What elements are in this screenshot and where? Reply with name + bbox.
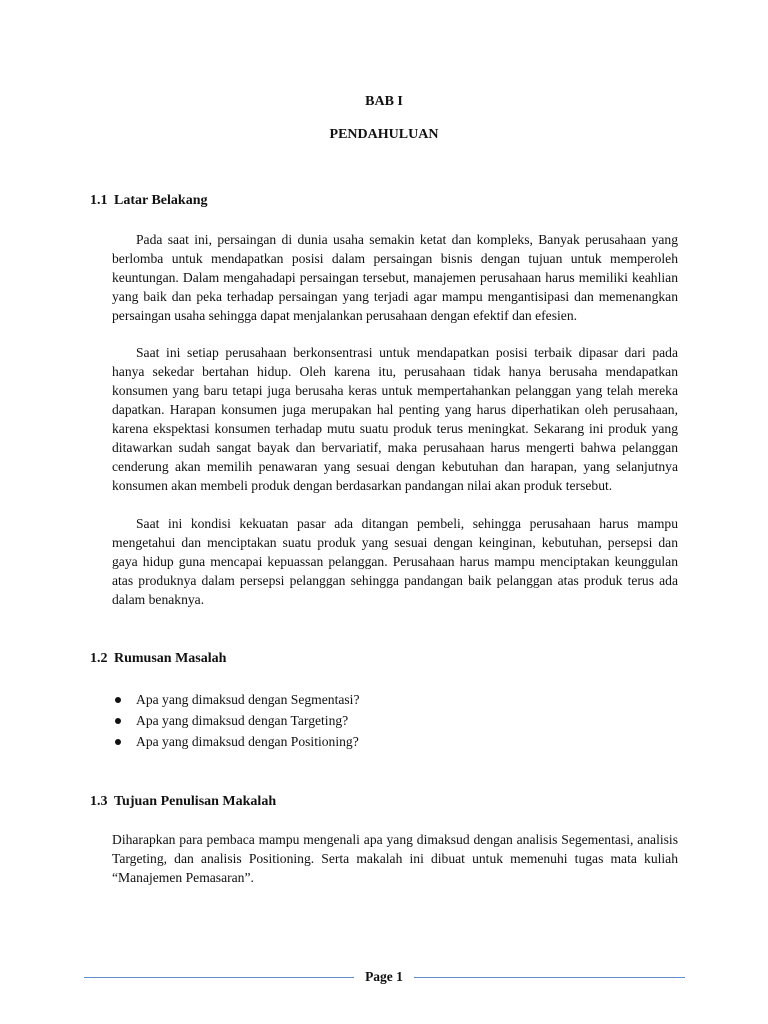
paragraph: Saat ini setiap perusahaan berkonsentrasi untuk mendapatkan posisi terbaik dipasar dari pada hanya sekedar bertahan hidup. Oleh karena itu, perusahaan tidak hanya berusaha mendapatkan konsumen yang baru tetapi juga berusaha keras untuk mempertahankan pelanggan yang telah mereka dapatkan. Harapan konsumen juga merupakan hal penting yang harus diperhatikan oleh perusahaan, karena ekspektasi konsumen terhadap mutu suatu produk terus meningkat. Sekarang ini produk yang ditawarkan sudah sangat bayak dan bervariatif, maka perusahaan harus mengerti bahwa pelanggan cenderung akan memilih penawaran yang sesuai dengan kebutuhan dan harapan, yang selanjutnya konsumen akan membeli produk dengan berdasarkan pandangan nilai akan produk tersebut. <box>112 345 678 493</box>
bullet-icon <box>115 697 121 703</box>
chapter-title: PENDAHULUAN <box>329 127 439 142</box>
bullet-list <box>112 689 612 752</box>
section-title: Latar Belakang <box>114 193 208 208</box>
section-heading-latar-belakang <box>90 193 207 209</box>
paragraph: Diharapkan para pembaca mampu mengenali apa yang dimaksud dengan analisis Segementasi, analisis Targeting, dan analisis Positioning. Serta makalah ini dibuat untuk memenuhi tugas mata kuliah “Manajemen Pemasaran”. <box>112 832 678 885</box>
footer-divider-right <box>414 977 685 978</box>
paragraph: Saat ini kondisi kekuatan pasar ada ditangan pembeli, sehingga perusahaan harus mampu mengetahui dan menciptakan suatu produk yang sesuai dengan keinginan, kebutuhan, persepsi dan gaya hidup guna mencapai kepuassan pelanggan. Perusahaan harus mampu menciptakan keunggulan atas produknya dalam persepsi pelanggan sehingga pandangan baik pelanggan atas produk terus ada dalam benaknya. <box>112 516 678 607</box>
list-item: Apa yang dimaksud dengan Positioning? <box>112 731 612 752</box>
list-item: Apa yang dimaksud dengan Targeting? <box>112 710 612 731</box>
section-title: Tujuan Penulisan Makalah <box>114 794 277 809</box>
section-heading-rumusan-masalah <box>90 651 226 667</box>
section-number: 1.2 <box>90 651 108 666</box>
list-item: Apa yang dimaksud dengan Segmentasi? <box>112 689 612 710</box>
chapter-number: BAB I <box>365 94 403 109</box>
paragraph: Pada saat ini, persaingan di dunia usaha semakin ketat dan kompleks, Banyak perusahaan yang berlomba untuk mendapatkan posisi dalam persaingan bisnis dengan tujuan untuk memperoleh keuntungan. Dalam mengahadapi persaingan tersebut, manajemen perusahaan harus memiliki keahlian yang baik dan peka terhadap persaingan yang terjadi agar mampu mengantisipasi dan memenangkan persaingan usaha sehingga dapat menjalankan perusahaan dengan efektif dan efesien. <box>112 232 678 323</box>
section-number: 1.3 <box>90 794 108 809</box>
section-heading-tujuan-penulisan <box>90 794 276 810</box>
section-title: Rumusan Masalah <box>114 651 227 666</box>
bullet-icon <box>115 718 121 724</box>
page-number: Page 1 <box>365 969 403 984</box>
section-number: 1.1 <box>90 193 108 208</box>
bullet-icon <box>115 739 121 745</box>
